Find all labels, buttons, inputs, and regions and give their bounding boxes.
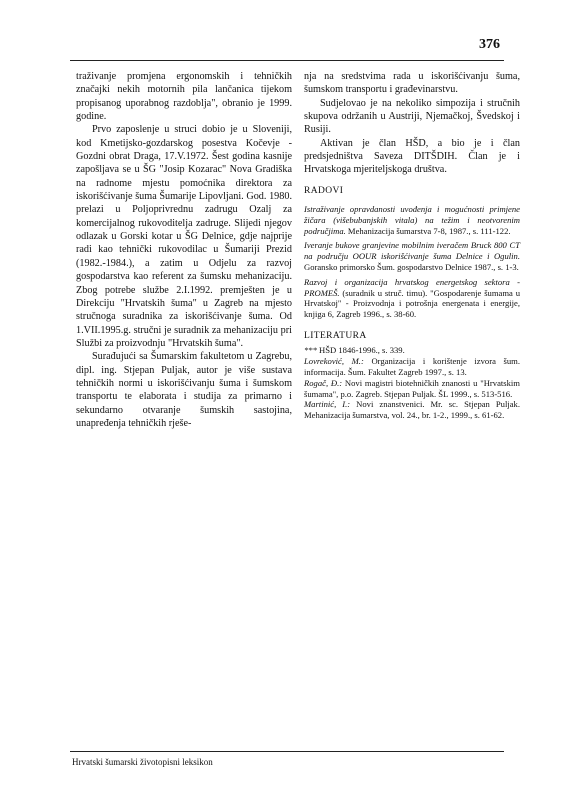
- literatura-entry: [304, 345, 520, 356]
- header-rule: [70, 60, 504, 61]
- entry-title: Iveranje bukove granjevine mobilnim iveračem Bruck 800 CT na području OOUR iskorišćivanje šuma Delnice i Ogulin.: [304, 240, 520, 262]
- literatura-entry: [304, 356, 520, 378]
- radovi-heading: RADOVI: [304, 185, 344, 196]
- literatura-entry: [304, 399, 520, 421]
- entry-text: Novi znanstvenici. Mr. sc. Stjepan Puljak. Mehanizacija šumarstva, vol. 24., br. 1-2., 1999., s. 61-62.: [304, 399, 520, 421]
- paragraph-collaboration: Surađujući sa Šumarskim fakultetom u Zagrebu, dipl. ing. Stjepan Puljak, autor je više sustava tehničkih normi u iskorišćivanju šuma i šumskom transportu te elaborata i studija za primarno i sekundarno otvaranje šumskih sastojina, unapređenja tehničkih rješe-: [76, 351, 292, 429]
- entry-text: Organizacija i korištenje izvora šum. informacija. Šum. Fakultet Zagreb 1997., s. 13.: [304, 356, 520, 377]
- entry-title: Razvoj i organizacija hrvatskog energetskog sektora - PROMEŠ.: [304, 276, 520, 298]
- entry-text: Novi magistri biotehničkih znanosti u "Hrvatskim šumama", p.o. Zagreb. Stjepan Puljak. ŠL 1999., s. 513-516.: [304, 377, 520, 399]
- entry-details: Mehanizacija šumarstva 7-8, 1987., s. 111-122.: [345, 225, 511, 236]
- radovi-entry: [304, 240, 520, 272]
- paragraph-continued: traživanje promjena ergonomskih i tehničkih značajki nekih motornih pila lančanica tijekom propisanog uporabnog razdoblja", obranio je 1999. godine.: [76, 71, 292, 123]
- entry-details: (suradnik u struč. timu). "Gospodarenje šumama u Hrvatskoj" - Proizvodnja i potrošnja energenata i energije, knjiga 6, Zagreb 1996., s. 38-60.: [304, 287, 520, 320]
- left-column: [76, 70, 292, 430]
- literatura-heading: LITERATURA: [304, 331, 367, 342]
- literatura-entry: [304, 378, 520, 400]
- entry-author: Lovreković, M.:: [304, 356, 364, 367]
- entry-author: Martinić, I.:: [304, 399, 351, 410]
- paragraph-continuation: nja na sredstvima rada u iskorišćivanju šuma, šumskom transportu i građevinarstvu.: [304, 71, 520, 96]
- entry-author: Rogač, Đ.:: [304, 377, 343, 388]
- entry-title: Istraživanje opravdanosti uvođenja i mogućnosti primjene žičara (višebubanjskih vitala) na težim i neotvorenim područjima.: [304, 204, 520, 236]
- paragraph-membership: Aktivan je član HŠD, a bio je i član predsjedništva Saveza DITŠDIH. Član je i Hrvatskoga mjeriteljskoga društva.: [304, 137, 520, 176]
- entry-author: ***: [304, 345, 317, 356]
- radovi-entry: [304, 204, 520, 236]
- radovi-entry: [304, 277, 520, 320]
- footer-rule: [70, 751, 504, 752]
- paragraph-symposia: Sudjelovao je na nekoliko simpozija i stručnih skupova održanih u Austriji, Njemačkoj, Švedskoj i Rusiji.: [304, 97, 520, 136]
- footer-title: Hrvatski šumarski životopisni leksikon: [72, 757, 213, 767]
- entry-text: HŠD 1846-1996., s. 339.: [316, 345, 405, 356]
- page-number: 376: [479, 37, 500, 52]
- right-column: [304, 70, 520, 421]
- entry-details: Goransko primorsko Šum. gospodarstvo Delnice 1987., s. 1-3.: [304, 262, 519, 273]
- paragraph-career: Prvo zaposlenje u struci dobio je u Sloveniji, kod Kmetijsko-gozdarskog posestva Kočevje - Gozdni obrat Draga, 17.V.1972. Šest godina kasnije zapošljava se u ŠG "Josip Kozarac" Nova Gradiška na radnome mjestu pomoćnika direktora za iskorišćivanje šuma Šumarije Lipovljani. God. 1980. prelazi u Poljoprivrednu zadrugu Ozalj za komercijalnog rukovoditelja zadruge. Slijedi njegov odlazak u Gorski kotar u ŠG Delnice, gdje najprije radi kao tehnički rukovodilac u Šumariji Prezid (1982.-1984.), a zatim u Odjelu za razvoj gospodarstva kao referent za šumsku mehanizaciju. Zbog potrebe službe 2.I.1992. premješten je u Direkciju "Hrvatskih šuma" u Zagreb na mjesto stručnoga suradnika za iskorišćivanje šuma. Od 1.VII.1995.g. stručni je suradnik za mehanizaciju pri Službi za proizvodnju "Hrvatskih šuma".: [76, 124, 292, 349]
